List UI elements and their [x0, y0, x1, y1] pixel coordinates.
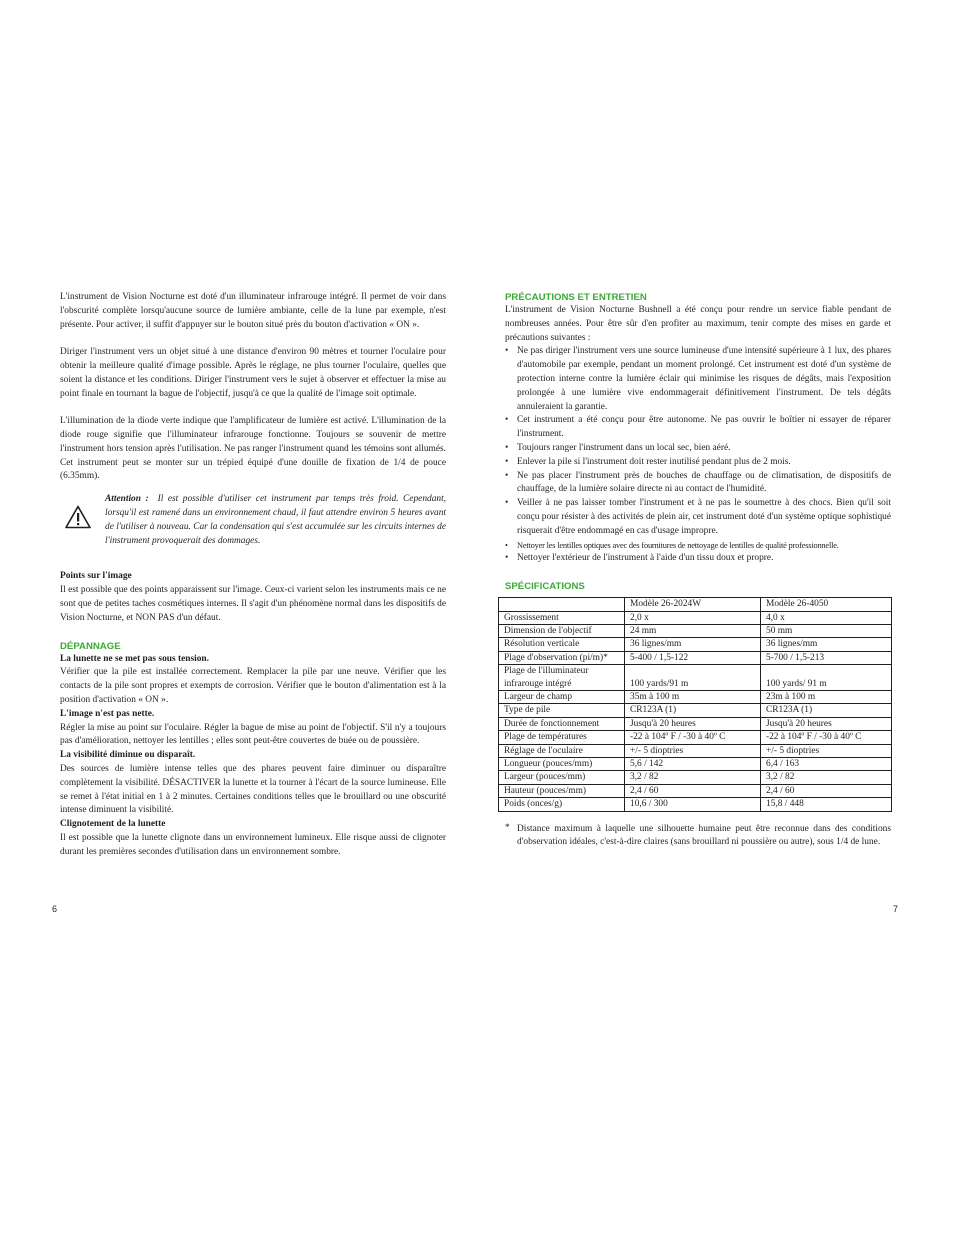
table-cell: Largeur de champ [499, 690, 625, 703]
table-cell: Durée de fonctionnement [499, 717, 625, 730]
troubleshoot-focus-text: Régler la mise au point sur l'oculaire. Régler la bague de mise au point de l'objectif. S'il n'y a toujours pas d'amélioration, nettoyer les lentilles ; elles sont peut-être couvertes de buée ou de poussière. [60, 722, 446, 747]
table-cell: Plage de températures [499, 731, 625, 744]
table-row [499, 758, 892, 771]
table-cell: 3,2 / 82 [625, 771, 761, 784]
table-cell: Dimension de l'objectif [499, 624, 625, 637]
table-cell: 2,4 / 60 [761, 784, 892, 797]
table-cell: Longueur (pouces/mm) [499, 758, 625, 771]
table-cell: CR123A (1) [761, 704, 892, 717]
attention-note [60, 493, 446, 548]
specs-heading: SPÉCIFICATIONS [505, 581, 585, 593]
table-cell: 6,4 / 163 [761, 758, 892, 771]
list-item: • Ne pas diriger l'instrument vers une source lumineuse d'une intensité supérieure à 1 lux, des phares d'automobile par exemple, pendant un moment prolongé. Cet instrument est doté d'un système de protection interne contre la lumière éclair qui minimise les risques de dégâts, mais l'exposition prolongée à une lumière vive endommagerait définitivement l'instrument. De tels dégâts annuleraient la garantie. [505, 346, 891, 412]
table-cell: 36 lignes/mm [761, 638, 892, 651]
table-header-row [499, 598, 892, 611]
list-item: • Nettoyer les lentilles optiques avec des fournitures de nettoyage de lentilles de qualité professionnelle. [505, 540, 839, 550]
table-cell: 5-700 / 1,5-213 [761, 651, 892, 664]
depannage-heading: DÉPANNAGE [60, 640, 121, 652]
table-header-cell: Modèle 26-2024W [625, 598, 761, 611]
left-page-column [60, 291, 446, 859]
table-cell: 50 mm [761, 624, 892, 637]
troubleshoot-power-title: La lunette ne se met pas sous tension. [60, 653, 209, 664]
table-cell: 24 mm [625, 624, 761, 637]
table-row [499, 731, 892, 744]
table-cell: 5,6 / 142 [625, 758, 761, 771]
list-item: • Ne pas placer l'instrument près de bouches de chauffage ou de climatisation, de dispositifs de chauffage, de la lumière solaire directe ni au contact de l'humidité. [505, 470, 891, 495]
troubleshoot-focus-title: L'image n'est pas nette. [60, 708, 155, 719]
paragraph-led-indicators: L'illumination de la diode verte indique que l'amplificateur de lumière est activé. L'illumination de la diode rouge signifie que l'illuminateur infrarouge fonctionne. Toujours se souvenir de mettre l'instrument hors tension après l'utilisation. Ne pas ranger l'instrument quand les témoins sont allumés. Cet instrument peut se monter sur un trépied équipé d'une douille de fixation de 1/4 de pouce (6.35mm). [60, 416, 446, 482]
troubleshoot-visibility-title: La visibilité diminue ou disparaît. [60, 750, 196, 761]
list-item: • Toujours ranger l'instrument dans un local sec, bien aéré. [505, 442, 731, 453]
right-page-column [505, 291, 891, 850]
table-cell: Type de pile [499, 704, 625, 717]
table-cell: 5-400 / 1,5-122 [625, 651, 761, 664]
page-number-left: 6 [52, 904, 58, 914]
table-cell: Plage d'observation (pi/m)* [499, 651, 625, 664]
table-cell: 35m à 100 m [625, 690, 761, 703]
attention-body: Il est possible d'utiliser cet instrument par temps très froid. Cependant, lorsqu'il est ramené dans un environnement chaud, il faut attendre environ 5 heures avant de l'utiliser à nouveau. Car la condensation qui s'est accumulée sur les circuits internes de l'instrument provoquerait des dommages. [105, 494, 447, 546]
points-title: Points sur l'image [60, 571, 132, 582]
table-row [499, 690, 892, 703]
table-row [499, 771, 892, 784]
table-row [499, 611, 892, 624]
table-row [499, 665, 892, 691]
list-item: • Veiller à ne pas laisser tomber l'instrument et à ne pas le soumettre à des chocs. Bien qu'il soit conçu pour résister à des activités de plein air, cet instrument doté d'un système optique sophistiqué risquerait d'être endommagé en cas d'usage impropre. [505, 498, 891, 536]
table-row [499, 784, 892, 797]
list-item: • Enlever la pile si l'instrument doit rester inutilisé pendant plus de 2 mois. [505, 456, 791, 467]
table-cell: 100 yards/91 m [625, 665, 761, 691]
list-item: • Cet instrument a été conçu pour être autonome. Ne pas ouvrir le boîtier ni essayer de réparer l'instrument. [505, 415, 891, 440]
precautions-list [505, 345, 891, 566]
troubleshoot-flicker-title: Clignotement de la lunette [60, 819, 166, 830]
table-cell: 2,4 / 60 [625, 784, 761, 797]
table-cell: Réglage de l'oculaire [499, 744, 625, 757]
table-row [499, 638, 892, 651]
points-text: Il est possible que des points apparaissent sur l'image. Ceux-ci varient selon les instruments mais ce ne sont que de petites taches cosmétiques internes. Il s'agit d'un phénomène normal dans les dispositifs de Vision Nocturne, et NON PAS d'un défaut. [60, 585, 446, 623]
table-row [499, 651, 892, 664]
table-cell: Largeur (pouces/mm) [499, 771, 625, 784]
table-cell: 10,6 / 300 [625, 798, 761, 811]
table-cell: Poids (onces/g) [499, 798, 625, 811]
table-cell: -22 à 104º F / -30 à 40º C [761, 731, 892, 744]
table-cell: 3,2 / 82 [761, 771, 892, 784]
footnote-mark: * [505, 822, 510, 833]
attention-label: Attention : [105, 494, 149, 505]
table-cell: +/- 5 dioptries [761, 744, 892, 757]
specs-table [498, 597, 892, 812]
table-header-cell: Modèle 26-4050 [761, 598, 892, 611]
table-cell: 23m à 100 m [761, 690, 892, 703]
table-header-cell [499, 598, 625, 611]
attention-text [105, 493, 446, 548]
troubleshoot-visibility-text: Des sources de lumière intense telles que des phares peuvent faire diminuer ou disparaître complètement la visibilité. DÉSACTIVER la lunette et la tourner à l'écart de la source lumineuse. Elle se remet à l'état initial en 1 à 2 minutes. Certaines conditions telles que le brouillard ou une obscurité intense diminuent la visibilité. [60, 763, 446, 816]
table-cell: -22 à 104º F / -30 à 40º C [625, 731, 761, 744]
table-cell: 100 yards/ 91 m [761, 665, 892, 691]
table-cell: 4,0 x [761, 611, 892, 624]
table-cell: Plage de l'illuminateur infrarouge intégré [499, 665, 625, 691]
intro-paragraph-illuminator: L'instrument de Vision Nocturne est doté d'un illuminateur infrarouge intégré. Il permet de voir dans l'obscurité complète lorsqu'aucune source de lumière ambiante, celle de la lune par exemple, n'est présente. Pour activer, il suffit d'appuyer sur le bouton situé près du bouton d'activation « ON ». [60, 292, 446, 330]
list-item: • Nettoyer l'extérieur de l'instrument à l'aide d'un tissu doux et propre. [505, 553, 774, 564]
table-row [499, 744, 892, 757]
troubleshoot-flicker-text: Il est possible que la lunette clignote dans un environnement lumineux. Elle risque aussi de clignoter durant les premières secondes d'utilisation dans un environnement sombre. [60, 832, 446, 857]
table-cell: +/- 5 dioptries [625, 744, 761, 757]
table-cell: CR123A (1) [625, 704, 761, 717]
troubleshoot-power-text: Vérifier que la pile est installée correctement. Remplacer la pile par une neuve. Vérifier que les contacts de la pile sont propres et exempts de corrosion. Vérifier que le bouton d'alimentation est à la position d'activation « ON ». [60, 667, 446, 705]
table-cell: Hauteur (pouces/mm) [499, 784, 625, 797]
table-cell: Résolution verticale [499, 638, 625, 651]
table-row [499, 704, 892, 717]
table-cell: 36 lignes/mm [625, 638, 761, 651]
table-row [499, 798, 892, 811]
table-cell: 2,0 x [625, 611, 761, 624]
table-cell: Grossissement [499, 611, 625, 624]
precautions-heading: PRÉCAUTIONS ET ENTRETIEN [505, 292, 647, 303]
footnote-text: Distance maximum à laquelle une silhouette humaine peut être reconnue dans des conditions d'observation idéales, c'est-à-dire claires (sans brouillard ni poussière ou autre), sous 1/4 de lune. [517, 823, 891, 848]
paragraph-focus-instructions: Diriger l'instrument vers un objet situé à une distance d'environ 90 mètres et tourner l'oculaire pour obtenir la meilleure qualité d'image possible. Après le réglage, ne plus tourner l'oculaire, quelles que soient la distance et les conditions. Diriger l'instrument vers le sujet à observer et effectuer la mise au point finale en tournant la bague de l'objectif, jusqu'à ce que la qualité de l'image soit optimale. [60, 347, 446, 399]
page-number-right: 7 [893, 904, 899, 914]
table-row [499, 717, 892, 730]
table-row [499, 624, 892, 637]
table-cell: Jusqu'à 20 heures [625, 717, 761, 730]
warning-triangle-icon [65, 505, 91, 535]
table-cell: Jusqu'à 20 heures [761, 717, 892, 730]
specs-footnote [505, 823, 891, 851]
precautions-intro: L'instrument de Vision Nocturne Bushnell a été conçu pour rendre un service fiable pendant de nombreuses années. Pour être sûr d'en profiter au maximum, tenir compte des mises en garde et précautions suivantes : [505, 305, 891, 343]
table-cell: 15,8 / 448 [761, 798, 892, 811]
